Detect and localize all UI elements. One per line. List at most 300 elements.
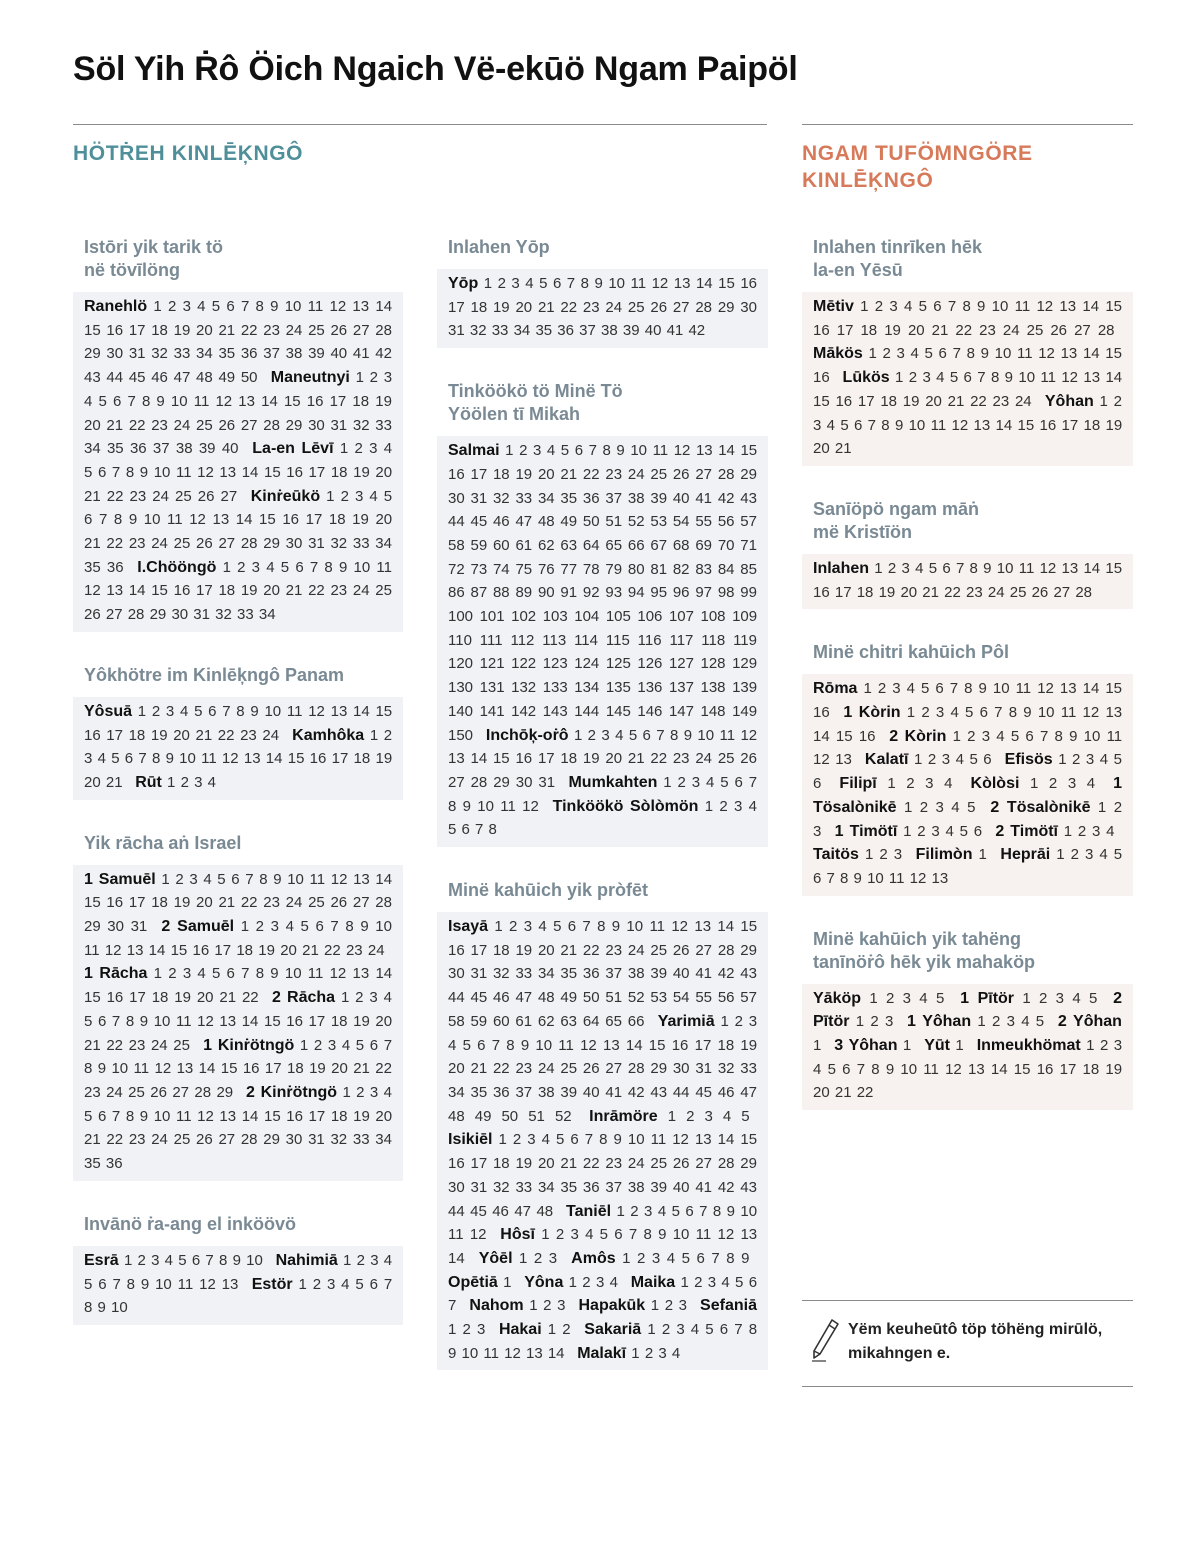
chapter-number[interactable]: 28: [1097, 321, 1115, 339]
book-name[interactable]: 1 Tösalònikē: [813, 775, 1123, 816]
chapter-number[interactable]: 8: [669, 726, 679, 744]
chapter-number[interactable]: 48: [537, 513, 555, 531]
chapter-number[interactable]: 11: [177, 1275, 194, 1293]
chapter-number[interactable]: 51: [605, 989, 623, 1007]
chapter-number[interactable]: 40: [672, 1178, 690, 1196]
chapter-number[interactable]: 9: [140, 1275, 150, 1293]
chapter-number[interactable]: 8: [990, 369, 1000, 387]
chapter-number[interactable]: 19: [582, 750, 600, 768]
chapter-number[interactable]: 8: [84, 1299, 93, 1317]
book-name[interactable]: Yôna: [524, 1273, 564, 1291]
chapter-number[interactable]: 53: [650, 513, 668, 531]
chapter-number[interactable]: 15: [813, 392, 830, 410]
chapter-number[interactable]: 16: [242, 1060, 260, 1078]
chapter-number[interactable]: 2: [917, 822, 926, 840]
chapter-number[interactable]: 7: [309, 558, 319, 576]
chapter-number[interactable]: 7: [867, 416, 876, 434]
chapter-number[interactable]: 40: [221, 440, 239, 458]
book-name[interactable]: Hakai: [498, 1321, 542, 1339]
chapter-number[interactable]: 7: [977, 369, 986, 387]
chapter-number[interactable]: 131: [479, 679, 505, 697]
chapter-number[interactable]: 5: [1010, 727, 1020, 745]
book-name[interactable]: Isikiēl: [448, 1131, 493, 1149]
chapter-number[interactable]: 3: [548, 1249, 558, 1267]
chapter-number[interactable]: 52: [627, 513, 645, 531]
chapter-number[interactable]: 71: [740, 536, 757, 554]
chapter-number[interactable]: 5: [1113, 846, 1123, 864]
chapter-number[interactable]: 45: [470, 1202, 487, 1220]
chapter-number[interactable]: 10: [908, 416, 926, 434]
chapter-number[interactable]: 41: [695, 489, 713, 507]
chapter-number[interactable]: 17: [128, 894, 146, 912]
book-name[interactable]: Heprāi: [1000, 846, 1051, 864]
chapter-number[interactable]: 14: [717, 1131, 735, 1149]
chapter-number[interactable]: 10: [1037, 704, 1055, 722]
chapter-number[interactable]: 12: [1061, 369, 1079, 387]
chapter-number[interactable]: 9: [338, 558, 348, 576]
chapter-number[interactable]: 2: [1072, 751, 1081, 769]
chapter-number[interactable]: 42: [717, 1178, 735, 1196]
chapter-number[interactable]: 15: [220, 1060, 238, 1078]
chapter-number[interactable]: 1: [568, 1273, 577, 1291]
chapter-number[interactable]: 55: [695, 513, 713, 531]
chapter-number[interactable]: 7: [222, 702, 231, 720]
chapter-number[interactable]: 10: [111, 1299, 128, 1317]
chapter-number[interactable]: 32: [330, 535, 348, 553]
chapter-number[interactable]: 80: [627, 560, 645, 578]
chapter-number[interactable]: 4: [525, 275, 534, 292]
chapter-number[interactable]: 9: [611, 918, 621, 936]
chapter-number[interactable]: 8: [236, 702, 245, 720]
chapter-number[interactable]: 89: [515, 584, 533, 602]
chapter-number[interactable]: 19: [878, 583, 896, 601]
chapter-number[interactable]: 2: [175, 870, 184, 888]
chapter-number[interactable]: 21: [931, 321, 949, 339]
chapter-number[interactable]: 7: [734, 1321, 743, 1339]
chapter-number[interactable]: 14: [1082, 345, 1100, 363]
chapter-number[interactable]: 46: [717, 1083, 735, 1101]
chapter-number[interactable]: 59: [470, 536, 488, 554]
chapter-number[interactable]: 66: [627, 1012, 645, 1030]
chapter-number[interactable]: 4: [1021, 1013, 1030, 1031]
chapter-number[interactable]: 1: [153, 965, 162, 983]
chapter-number[interactable]: 7: [383, 1275, 393, 1293]
chapter-number[interactable]: 1: [240, 918, 250, 936]
chapter-number[interactable]: 2: [1039, 989, 1048, 1007]
chapter-number[interactable]: 18: [352, 392, 370, 410]
chapter-number[interactable]: 5: [599, 1226, 609, 1244]
chapter-number[interactable]: 24: [285, 321, 303, 339]
chapter-number[interactable]: 90: [537, 584, 555, 602]
chapter-number[interactable]: 14: [813, 727, 830, 745]
chapter-number[interactable]: 11: [175, 463, 192, 481]
chapter-number[interactable]: 10: [994, 345, 1012, 363]
chapter-number[interactable]: 29: [263, 535, 280, 553]
book-name[interactable]: Sakariā: [584, 1321, 642, 1339]
chapter-number[interactable]: 12: [673, 442, 691, 460]
chapter-number[interactable]: 17: [470, 941, 488, 959]
chapter-number[interactable]: 52: [554, 1107, 572, 1125]
chapter-number[interactable]: 3: [383, 369, 393, 387]
chapter-number[interactable]: 9: [97, 1299, 106, 1317]
chapter-number[interactable]: 26: [672, 941, 690, 959]
chapter-number[interactable]: 22: [492, 1060, 510, 1078]
chapter-number[interactable]: 4: [996, 727, 1005, 745]
chapter-number[interactable]: 102: [511, 608, 537, 626]
chapter-number[interactable]: 7: [588, 442, 597, 460]
chapter-number[interactable]: 21: [353, 1060, 370, 1078]
chapter-number[interactable]: 30: [740, 298, 757, 316]
chapter-number[interactable]: 55: [695, 989, 713, 1007]
chapter-number[interactable]: 3: [182, 965, 192, 983]
book-name[interactable]: Opētiā: [448, 1273, 498, 1291]
chapter-number[interactable]: 7: [491, 1036, 501, 1054]
chapter-number[interactable]: 4: [541, 1131, 550, 1149]
chapter-number[interactable]: 15: [1105, 345, 1122, 363]
chapter-number[interactable]: 18: [860, 321, 878, 339]
chapter-number[interactable]: 28: [263, 416, 280, 434]
chapter-number[interactable]: 23: [84, 1083, 101, 1101]
chapter-number[interactable]: 10: [1083, 727, 1101, 745]
chapter-number[interactable]: 106: [637, 608, 663, 626]
chapter-number[interactable]: 33: [515, 489, 533, 507]
chapter-number[interactable]: 2: [1048, 775, 1058, 793]
chapter-number[interactable]: 3: [896, 345, 905, 363]
chapter-number[interactable]: 13: [330, 702, 348, 720]
chapter-number[interactable]: 32: [469, 322, 487, 340]
chapter-number[interactable]: 25: [196, 416, 213, 434]
chapter-number[interactable]: 19: [173, 894, 191, 912]
chapter-number[interactable]: 16: [448, 1155, 465, 1173]
chapter-number[interactable]: 21: [84, 487, 101, 505]
chapter-number[interactable]: 6: [552, 275, 562, 292]
chapter-number[interactable]: 16: [306, 392, 324, 410]
chapter-number[interactable]: 29: [493, 773, 510, 791]
chapter-number[interactable]: 8: [125, 463, 135, 481]
chapter-number[interactable]: 10: [153, 463, 171, 481]
chapter-number[interactable]: 150: [448, 726, 474, 744]
chapter-number[interactable]: 3: [691, 773, 701, 791]
chapter-number[interactable]: 10: [535, 1036, 553, 1054]
chapter-number[interactable]: 2: [509, 918, 518, 936]
chapter-number[interactable]: 15: [263, 1107, 281, 1125]
book-name[interactable]: La-en Lēvī: [252, 440, 334, 458]
chapter-number[interactable]: 17: [694, 1036, 712, 1054]
chapter-number[interactable]: 10: [740, 1202, 758, 1220]
chapter-number[interactable]: 28: [1075, 583, 1092, 601]
chapter-number[interactable]: 48: [196, 369, 213, 387]
chapter-number[interactable]: 21: [105, 773, 123, 791]
chapter-number[interactable]: 2: [919, 798, 929, 816]
chapter-number[interactable]: 3: [658, 1344, 667, 1362]
chapter-number[interactable]: 8: [125, 1107, 135, 1125]
chapter-number[interactable]: 24: [285, 894, 303, 912]
chapter-number[interactable]: 10: [170, 392, 188, 410]
chapter-number[interactable]: 138: [700, 679, 726, 697]
chapter-number[interactable]: 43: [740, 489, 757, 507]
chapter-number[interactable]: 94: [627, 584, 645, 602]
chapter-number[interactable]: 26: [197, 487, 215, 505]
chapter-number[interactable]: 6: [477, 1036, 486, 1054]
chapter-number[interactable]: 19: [515, 465, 533, 483]
chapter-number[interactable]: 24: [367, 941, 385, 959]
chapter-number[interactable]: 5: [840, 416, 849, 434]
chapter-number[interactable]: 22: [106, 1131, 124, 1149]
chapter-number[interactable]: 20: [84, 416, 101, 434]
chapter-number[interactable]: 34: [375, 535, 392, 553]
chapter-number[interactable]: 12: [469, 1226, 487, 1244]
chapter-number[interactable]: 11: [1040, 369, 1056, 387]
chapter-number[interactable]: 11: [286, 702, 303, 720]
chapter-number[interactable]: 11: [376, 558, 392, 576]
chapter-number[interactable]: 8: [255, 298, 264, 315]
chapter-number[interactable]: 15: [740, 442, 758, 460]
chapter-number[interactable]: 35: [535, 322, 553, 340]
chapter-number[interactable]: 19: [150, 726, 168, 744]
chapter-number[interactable]: 9: [978, 680, 987, 698]
chapter-number[interactable]: 6: [938, 345, 947, 363]
chapter-number[interactable]: 11: [652, 442, 669, 460]
chapter-number[interactable]: 5: [211, 298, 221, 315]
chapter-number[interactable]: 16: [858, 727, 876, 745]
chapter-number[interactable]: 34: [537, 1178, 555, 1196]
chapter-number[interactable]: 6: [842, 1060, 851, 1078]
chapter-number[interactable]: 3: [182, 298, 191, 315]
chapter-number[interactable]: 23: [151, 416, 168, 434]
chapter-number[interactable]: 25: [375, 582, 392, 600]
chapter-number[interactable]: 20: [813, 1084, 830, 1102]
chapter-number[interactable]: 7: [111, 463, 121, 481]
chapter-number[interactable]: 136: [637, 679, 663, 697]
chapter-number[interactable]: 4: [945, 822, 954, 840]
chapter-number[interactable]: 5: [84, 1107, 93, 1125]
chapter-number[interactable]: 10: [608, 275, 625, 292]
chapter-number[interactable]: 45: [470, 989, 488, 1007]
book-name[interactable]: Taitös: [813, 846, 859, 864]
chapter-number[interactable]: 18: [353, 750, 371, 768]
chapter-number[interactable]: 20: [196, 321, 213, 339]
chapter-number[interactable]: 1: [369, 726, 379, 744]
chapter-number[interactable]: 14: [241, 463, 259, 481]
chapter-number[interactable]: 1: [978, 846, 987, 864]
chapter-number[interactable]: 2: [1070, 846, 1079, 864]
chapter-number[interactable]: 7: [127, 392, 136, 410]
chapter-number[interactable]: 16: [106, 894, 124, 912]
chapter-number[interactable]: 35: [84, 558, 101, 576]
chapter-number[interactable]: 32: [330, 1131, 348, 1149]
chapter-number[interactable]: 7: [856, 1060, 866, 1078]
chapter-number[interactable]: 4: [915, 559, 924, 577]
chapter-number[interactable]: 92: [582, 584, 600, 602]
chapter-number[interactable]: 21: [218, 321, 236, 339]
chapter-number[interactable]: 7: [584, 1131, 594, 1149]
chapter-number[interactable]: 132: [511, 679, 537, 697]
chapter-number[interactable]: 68: [672, 536, 690, 554]
chapter-number[interactable]: 14: [990, 1060, 1008, 1078]
chapter-number[interactable]: 1: [448, 1321, 457, 1339]
chapter-number[interactable]: 6: [748, 1273, 758, 1291]
chapter-number[interactable]: 20: [907, 321, 925, 339]
chapter-number[interactable]: 2: [921, 704, 930, 722]
chapter-number[interactable]: 9: [983, 559, 992, 577]
chapter-number[interactable]: 9: [165, 750, 174, 768]
chapter-number[interactable]: 12: [951, 416, 969, 434]
chapter-number[interactable]: 16: [835, 392, 853, 410]
chapter-number[interactable]: 3: [902, 989, 911, 1007]
chapter-number[interactable]: 3: [676, 1321, 685, 1339]
chapter-number[interactable]: 27: [240, 416, 258, 434]
chapter-number[interactable]: 21: [537, 298, 555, 316]
chapter-number[interactable]: 13: [1059, 298, 1077, 315]
chapter-number[interactable]: 12: [154, 1060, 172, 1078]
chapter-number[interactable]: 2: [637, 1249, 646, 1267]
book-name[interactable]: Inchōķ-oṙô: [485, 726, 569, 744]
chapter-number[interactable]: 36: [129, 440, 147, 458]
chapter-number[interactable]: 24: [1014, 392, 1032, 410]
chapter-number[interactable]: 31: [470, 489, 488, 507]
chapter-number[interactable]: 1: [902, 1037, 912, 1055]
chapter-number[interactable]: 11: [719, 726, 736, 744]
chapter-number[interactable]: 3: [813, 822, 822, 840]
chapter-number[interactable]: 14: [375, 965, 393, 983]
chapter-number[interactable]: 6: [813, 869, 822, 887]
chapter-number[interactable]: 18: [330, 1107, 348, 1125]
chapter-number[interactable]: 2: [519, 442, 528, 460]
chapter-number[interactable]: 7: [566, 275, 576, 292]
chapter-number[interactable]: 3: [370, 1251, 379, 1269]
chapter-number[interactable]: 47: [173, 369, 191, 387]
chapter-number[interactable]: 3: [892, 680, 901, 698]
chapter-number[interactable]: 37: [152, 440, 170, 458]
chapter-number[interactable]: 10: [287, 870, 304, 888]
chapter-number[interactable]: 10: [900, 1060, 918, 1078]
chapter-number[interactable]: 13: [238, 392, 255, 410]
chapter-number[interactable]: 3: [704, 1107, 713, 1125]
chapter-number[interactable]: 67: [650, 536, 668, 554]
chapter-number[interactable]: 17: [470, 465, 488, 483]
chapter-number[interactable]: 2: [734, 1012, 743, 1030]
chapter-number[interactable]: 9: [616, 442, 625, 460]
chapter-number[interactable]: 64: [582, 536, 600, 554]
chapter-number[interactable]: 25: [560, 1060, 578, 1078]
chapter-number[interactable]: 4: [203, 870, 212, 888]
chapter-number[interactable]: 22: [375, 1060, 392, 1078]
chapter-number[interactable]: 2: [255, 918, 264, 936]
chapter-number[interactable]: 16: [671, 1036, 689, 1054]
chapter-number[interactable]: 5: [928, 559, 938, 577]
chapter-number[interactable]: 22: [324, 941, 341, 959]
chapter-number[interactable]: 25: [128, 1083, 145, 1101]
chapter-number[interactable]: 7: [628, 1226, 638, 1244]
chapter-number[interactable]: 148: [700, 702, 726, 720]
chapter-number[interactable]: 15: [648, 1036, 666, 1054]
chapter-number[interactable]: 4: [207, 773, 216, 791]
chapter-number[interactable]: 11: [1060, 704, 1077, 722]
chapter-number[interactable]: 17: [308, 463, 326, 481]
chapter-number[interactable]: 4: [666, 1249, 676, 1267]
chapter-number[interactable]: 10: [867, 869, 884, 887]
chapter-number[interactable]: 19: [353, 1107, 370, 1125]
chapter-number[interactable]: 23: [345, 941, 363, 959]
chapter-number[interactable]: 16: [286, 463, 303, 481]
chapter-number[interactable]: 3: [570, 1226, 579, 1244]
chapter-number[interactable]: 14: [375, 298, 393, 315]
chapter-number[interactable]: 1: [1099, 392, 1108, 410]
chapter-number[interactable]: 24: [695, 750, 713, 768]
chapter-number[interactable]: 10: [672, 1226, 690, 1244]
chapter-number[interactable]: 2: [694, 1273, 703, 1291]
chapter-number[interactable]: 14: [695, 275, 713, 292]
chapter-number[interactable]: 5: [448, 821, 457, 839]
chapter-number[interactable]: 85: [740, 560, 757, 578]
chapter-number[interactable]: 48: [536, 1202, 554, 1220]
chapter-number[interactable]: 8: [966, 345, 975, 363]
chapter-number[interactable]: 30: [448, 965, 465, 983]
chapter-number[interactable]: 10: [153, 1107, 171, 1125]
chapter-number[interactable]: 39: [308, 345, 325, 363]
chapter-number[interactable]: 6: [98, 1275, 107, 1293]
chapter-number[interactable]: 34: [513, 322, 531, 340]
chapter-number[interactable]: 24: [106, 1083, 123, 1101]
chapter-number[interactable]: 14: [128, 582, 146, 600]
chapter-number[interactable]: 3: [644, 1202, 653, 1220]
chapter-number[interactable]: 29: [717, 298, 735, 316]
chapter-number[interactable]: 2: [137, 1251, 146, 1269]
chapter-number[interactable]: 4: [197, 965, 206, 983]
chapter-number[interactable]: 8: [113, 511, 123, 529]
chapter-number[interactable]: 47: [740, 1083, 757, 1101]
chapter-number[interactable]: 22: [106, 487, 124, 505]
chapter-number[interactable]: 5: [949, 369, 959, 387]
chapter-number[interactable]: 1: [887, 775, 896, 793]
chapter-number[interactable]: 5: [84, 1012, 93, 1030]
chapter-number[interactable]: 13: [352, 298, 370, 315]
chapter-number[interactable]: 21: [84, 1131, 101, 1149]
chapter-number[interactable]: 8: [962, 298, 971, 315]
chapter-number[interactable]: 7: [955, 559, 965, 577]
chapter-number[interactable]: 43: [740, 965, 757, 983]
chapter-number[interactable]: 39: [650, 965, 668, 983]
chapter-number[interactable]: 5: [965, 704, 974, 722]
chapter-number[interactable]: 1: [573, 726, 583, 744]
book-name[interactable]: Yōp: [448, 275, 479, 292]
chapter-number[interactable]: 42: [717, 489, 735, 507]
chapter-number[interactable]: 6: [963, 369, 972, 387]
chapter-number[interactable]: 12: [1037, 680, 1054, 698]
chapter-number[interactable]: 1: [342, 1083, 351, 1101]
chapter-number[interactable]: 1: [895, 369, 904, 387]
chapter-number[interactable]: 3: [901, 559, 910, 577]
chapter-number[interactable]: 2: [719, 797, 728, 815]
chapter-number[interactable]: 2: [354, 440, 363, 458]
chapter-number[interactable]: 7: [582, 918, 591, 936]
book-name[interactable]: Yôhan: [1044, 392, 1094, 410]
chapter-number[interactable]: 6: [614, 1226, 623, 1244]
chapter-number[interactable]: 3: [189, 870, 198, 888]
chapter-number[interactable]: 6: [231, 870, 240, 888]
chapter-number[interactable]: 11: [84, 941, 100, 959]
chapter-number[interactable]: 3: [527, 1131, 536, 1149]
chapter-number[interactable]: 14: [448, 1249, 465, 1267]
chapter-number[interactable]: 43: [650, 1083, 668, 1101]
chapter-number[interactable]: 23: [128, 535, 146, 553]
chapter-number[interactable]: 3: [1067, 775, 1077, 793]
chapter-number[interactable]: 114: [574, 631, 598, 649]
chapter-number[interactable]: 15: [283, 392, 301, 410]
chapter-number[interactable]: 8: [1008, 704, 1018, 722]
chapter-number[interactable]: 6: [719, 1321, 729, 1339]
chapter-number[interactable]: 18: [151, 321, 168, 339]
